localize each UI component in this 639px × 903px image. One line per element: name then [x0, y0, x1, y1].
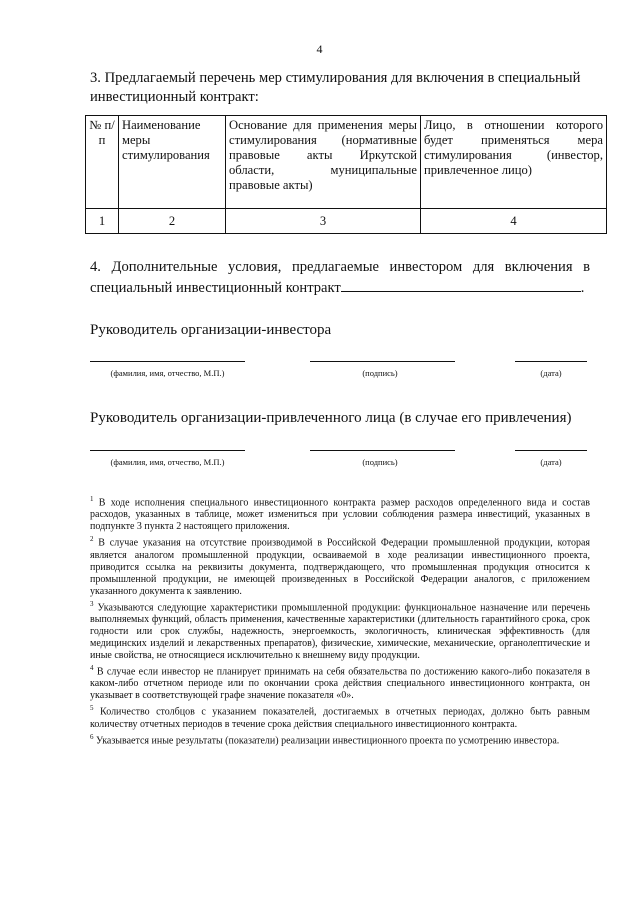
table-header-person: Лицо, в отношении которого будет применяться мера стимулирования (инвестор, привлеченное лицо)	[421, 116, 607, 209]
footnote-3	[90, 598, 590, 662]
table-header-basis	[226, 116, 421, 209]
signature-1-caption-date: (дата)	[540, 368, 562, 378]
signature-1-caption-sign: (подпись)	[362, 368, 398, 378]
table-cell-3: 3	[226, 209, 421, 234]
signature-2-caption-sign: (подпись)	[362, 457, 398, 467]
signature-2-caption-name: (фамилия, имя, отчество, М.П.)	[110, 457, 225, 467]
table-header-measure-name: Наименование меры стимулирования	[119, 116, 226, 209]
table-cell-1: 1	[86, 209, 119, 234]
section-4-end: .	[580, 280, 585, 296]
page-number: 4	[316, 42, 323, 56]
footnote-1-text: В ходе исполнения специального инвестиционного контракта размер расходов определенного вида и состав расходов, указанных в таблице, может измениться при условии соблюдения размера инвестиций, указанных в подпункте 3 пункта 2 настоящего приложения.	[90, 497, 590, 533]
footnote-2-mark: 2	[90, 535, 94, 544]
footnote-4-text: В случае если инвестор не планирует принимать на себя обязательства по достижению какого-либо показателя в каком-либо отчетном периоде или по окончании срока действия специального инвестиционного контракта, он указывает в соответствующей графе значение показателя «0».	[90, 666, 590, 702]
signature-2-title: Руководитель организации-привлеченного лица (в случае его привлечения)	[90, 410, 572, 426]
table-header-number: № п/п	[86, 116, 119, 209]
footnotes	[90, 493, 590, 747]
signature-1-sign-line	[310, 360, 455, 362]
footnote-5-text: Количество столбцов с указанием показателей, достигаемых в отчетных периодах, должно быть равным количеству отчетных периодов в течение срока действия специального инвестиционного контракта.	[90, 706, 590, 730]
signature-1-date-line	[515, 360, 587, 362]
section-3-line-2: инвестиционный контракт:	[90, 89, 259, 105]
table-header-row	[86, 116, 607, 209]
footnote-2	[90, 533, 590, 597]
section-4	[90, 258, 590, 298]
section-4-text: 4. Дополнительные условия, предлагаемые инвестором для включения в специальный инвестиционный контракт	[90, 259, 590, 296]
table-header-basis-text: Основание для применения меры стимулирования (нормативные правовые акты Иркутской области, муниципальные	[229, 118, 417, 177]
section-3	[90, 69, 590, 107]
footnote-1-mark: 1	[90, 495, 94, 503]
footnote-6-mark: 6	[90, 732, 94, 741]
table-cell-2: 2	[119, 209, 226, 234]
signature-1-caption-name: (фамилия, имя, отчество, М.П.)	[110, 368, 225, 378]
signature-1-name-line	[90, 360, 245, 362]
footnote-6-text: Указывается иные результаты (показатели) реализации инвестиционного проекта по усмотрению инвестора.	[96, 734, 560, 746]
table-header-basis-last: правовые акты)	[229, 178, 313, 192]
signature-2-date-line	[515, 449, 587, 451]
footnote-5	[90, 702, 590, 730]
table-cell-4: 4	[421, 209, 607, 234]
table-row	[86, 209, 607, 234]
footnote-4-mark: 4	[90, 663, 94, 672]
footnote-6	[90, 731, 590, 747]
signature-2-caption-date: (дата)	[540, 457, 562, 467]
signature-2-sign-line	[310, 449, 455, 451]
footnote-2-text: В случае указания на отсутствие производимой в Российской Федерации промышленной продукции, которая является аналогом промышленной продукции, осваиваемой в ходе реализации инвестиционного проекта, приводится ссылка на реквизиты документа, подтверждающего, что промышленная продукция относится к промышленной продукции, не имеющей произведенных в Российской Федерации аналогов, с приложением указанного документа к заявлению.	[90, 537, 590, 597]
footnote-4	[90, 662, 590, 702]
measures-table	[85, 115, 607, 234]
footnote-5-mark: 5	[90, 704, 94, 713]
footnote-3-text: Указываются следующие характеристики промышленной продукции: функциональное назначение или перечень выполняемых функций, область применения, качественные характеристики (длительность гарантийного срока, срок годности или срок службы, надежность, энергоемкость, экологичность, клиническая эффективность (для медицинских изделий и лекарственных препаратов), физические, химические, механические, органолептические и иные свойства, не относящиеся исключительно к внешнему виду продукции.	[90, 601, 590, 661]
section-3-line-1: 3. Предлагаемый перечень мер стимулирования для включения в специальный	[90, 70, 581, 86]
footnote-3-mark: 3	[90, 599, 94, 608]
section-4-blank-line	[341, 277, 581, 292]
footnote-1	[90, 493, 590, 533]
signature-1-title: Руководитель организации-инвестора	[90, 322, 332, 338]
signature-2-name-line	[90, 449, 245, 451]
